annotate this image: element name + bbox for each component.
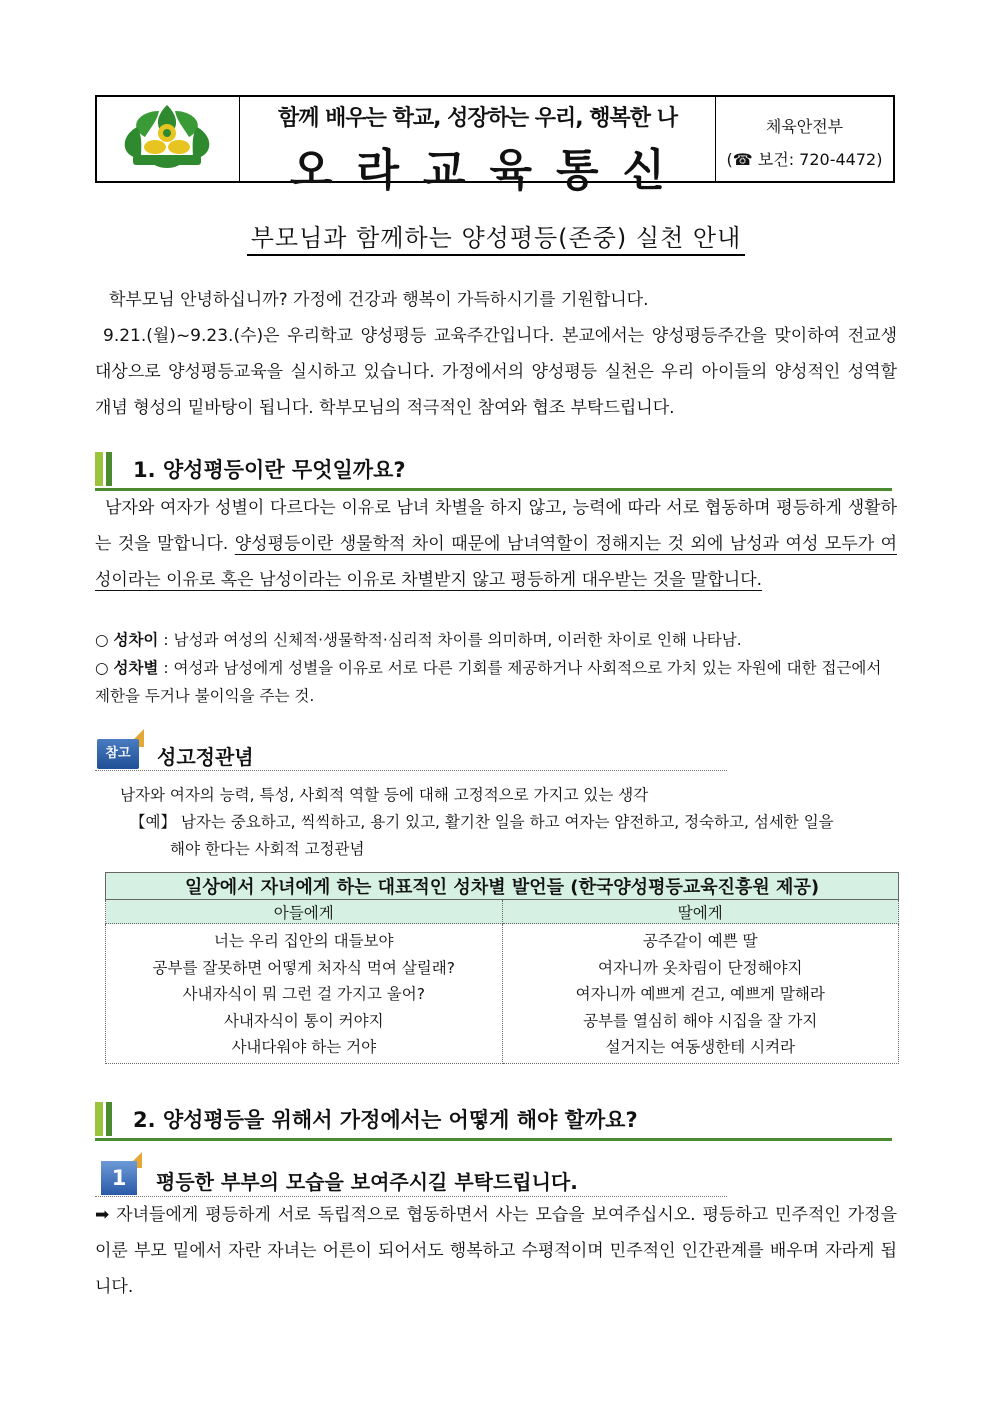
definition-term: 성차별 <box>113 659 159 677</box>
reference-example-cont: 해야 한다는 사회적 고정관념 <box>170 840 365 858</box>
list-item: 사내자식이 통이 커야지 <box>223 1011 384 1030</box>
newsletter-header <box>95 95 895 196</box>
table-header-son: 아들에게 <box>106 900 503 924</box>
reference-title: 성고정관념 <box>157 745 254 769</box>
list-item: 공부를 열심히 해야 시집을 잘 가지 <box>583 1011 818 1030</box>
reference-example: 【예】 남자는 중요하고, 씩씩하고, 용기 있고, 활기찬 일을 하고 여자는 얌전하고, 정숙하고, 섬세한 일을 <box>130 813 834 831</box>
gender-remarks-table <box>105 872 899 1064</box>
school-emblem-icon <box>97 97 238 181</box>
reference-badge: 참고 <box>97 739 139 769</box>
list-item: 사내다워야 하는 거야 <box>231 1038 377 1056</box>
section2-heading <box>95 1100 892 1141</box>
intro-body: 9.21.(월)~9.23.(수)은 우리학교 양성평등 교육주간입니다. 본교에서는 양성평등주간을 맞이하여 전교생 대상으로 양성평등교육을 실시하고 있습니다. 가정에서의 양성평등 실천은 우리 아이들의 양성적인 성역할 개념 형성의 밑바탕이 됩니다. 학부모님의 적극적인 참여와 협조 부탁드립니다. <box>95 326 897 418</box>
section1-body-underlined: 양성평등이란 생물학적 차이 때문에 남녀역할이 정해지는 것 외에 남성과 여성 모두가 여성이라는 이유로 혹은 남성이라는 이유로 차별받지 않고 평등하게 대우받는 것을 말합니다. <box>95 534 897 590</box>
definitions <box>95 626 897 710</box>
intro-paragraph <box>95 282 897 426</box>
list-item: 너는 우리 집안의 대들보야 <box>214 932 394 950</box>
list-item: 여자니까 옷차림이 단정해야지 <box>597 958 803 977</box>
list-item: 여자니까 예쁘게 걷고, 예쁘게 말해라 <box>575 985 825 1003</box>
reference-description: 남자와 여자의 능력, 특성, 사회적 역할 등에 대해 고정적으로 가지고 있는 생각 <box>120 786 649 804</box>
table-header-daughter: 딸에게 <box>502 900 899 924</box>
newsletter-title-block <box>240 97 716 196</box>
divider <box>95 770 727 771</box>
newsletter-name: 오라교육통신 <box>289 145 690 196</box>
section1-body-plain: 남자와 여자가 성별이 다르다는 이유로 남녀 차별을 하지 않고, 능력에 따라 서로 협동하며 평등하게 생활하는 것을 말합니다. <box>95 498 897 554</box>
contact-phone: (☎ 보건: 720-4472) <box>726 150 883 169</box>
department: 체육안전부 <box>765 117 844 136</box>
daughter-remarks <box>502 924 899 1064</box>
document-title: 부모님과 함께하는 양성평등(존중) 실천 안내 <box>0 218 992 253</box>
section1-body <box>95 490 897 598</box>
list-item: 공부를 잘못하면 어떻게 처자식 먹여 살릴래? <box>152 958 455 977</box>
son-remarks <box>106 924 503 1064</box>
list-item: 공주같이 예쁜 딸 <box>642 932 758 950</box>
item1-body: ➡ 자녀들에게 평등하게 서로 독립적으로 협동하면서 사는 모습을 보여주십시오. 평등하고 민주적인 가정을 이룬 부모 밑에서 자란 자녀는 어른이 되어서도 행복하고 수평적이며 민주적인 인간관계를 배우며 자라게 됩니다. <box>95 1205 898 1297</box>
item-number-badge: 1 <box>101 1161 137 1195</box>
section2-heading-text: 2. 양성평등을 위해서 가정에서는 어떻게 해야 할까요? <box>133 1108 638 1132</box>
contact-info <box>716 97 893 181</box>
list-item: 설거지는 여동생한테 시켜라 <box>605 1038 796 1056</box>
definition-term: 성차이 <box>113 631 159 649</box>
section1-heading <box>95 450 892 491</box>
intro-greeting: 학부모님 안녕하십니까? 가정에 건강과 행복이 가득하시기를 기원합니다. <box>109 290 649 310</box>
list-item: 사내자식이 뭐 그런 걸 가지고 울어? <box>182 985 425 1003</box>
item1-title: 평등한 부부의 모습을 보여주시길 부탁드립니다. <box>156 1170 578 1194</box>
school-motto: 함께 배우는 학교, 성장하는 우리, 행복한 나 <box>278 106 677 131</box>
section1-heading-text: 1. 양성평등이란 무엇일까요? <box>133 458 406 482</box>
definition-gender-discrimination: ○ 성차별 : 여성과 남성에게 성별을 이유로 서로 다른 기회를 제공하거나 사회적으로 가치 있는 자원에 대한 접근에서 제한을 두거나 불이익을 주는 것. <box>95 659 882 705</box>
school-logo <box>97 97 240 181</box>
definition-gender-difference: ○ 성차이 : 남성과 여성의 신체적·생물학적·심리적 차이를 의미하며, 이러한 차이로 인해 나타남. <box>95 631 742 649</box>
table-caption: 일상에서 자녀에게 하는 대표적인 성차별 발언들 (한국양성평등교육진흥원 제공) <box>106 873 899 900</box>
reference-body <box>120 782 834 863</box>
